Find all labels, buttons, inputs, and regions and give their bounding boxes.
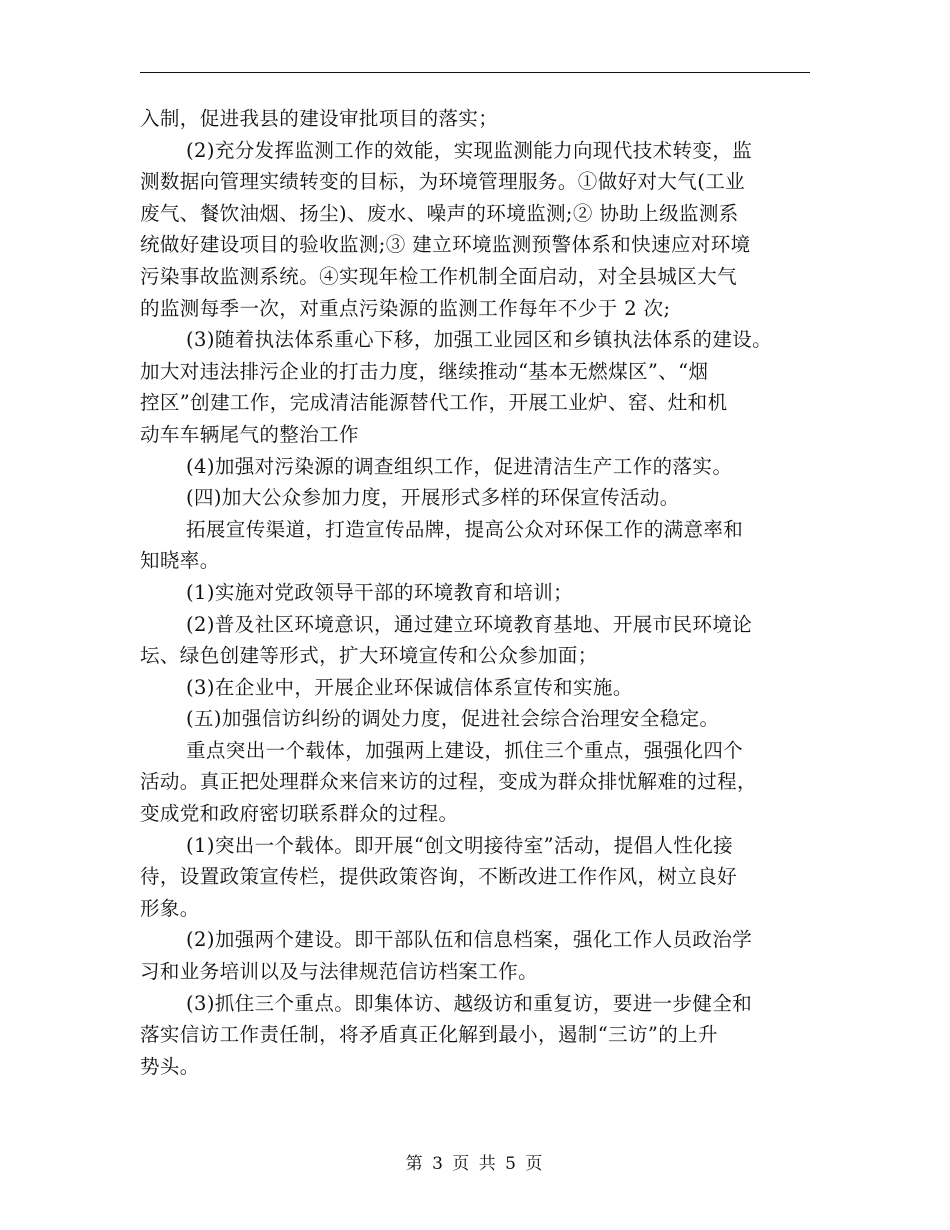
text-line: 的监测每季一次，对重点污染源的监测工作每年不少于 2 次; bbox=[140, 296, 671, 320]
text-line: 形象。 bbox=[140, 896, 200, 920]
text-line: 知晓率。 bbox=[140, 549, 220, 573]
text-line: 控区”创建工作，完成清洁能源替代工作，开展工业炉、窑、灶和机 bbox=[140, 391, 728, 415]
text-line: 落实信访工作责任制，将矛盾真正化解到最小，遏制“三访”的上升 bbox=[140, 1023, 718, 1047]
text-line: (1)实施对党政领导干部的环境教育和培训； bbox=[186, 580, 574, 604]
text-line: (2)充分发挥监测工作的效能，实现监测能力向现代技术转变，监 bbox=[186, 138, 753, 162]
text-line: (3)随着执法体系重心下移，加强工业园区和乡镇执法体系的建设。 bbox=[186, 328, 773, 352]
document-body bbox=[140, 103, 810, 1082]
text-line: (四)加大公众参加力度，开展形式多样的环保宣传活动。 bbox=[186, 486, 680, 510]
text-line: 加大对违法排污企业的打击力度，继续推动“基本无燃煤区”、“烟 bbox=[140, 359, 709, 383]
text-line: (4)加强对污染源的调查组织工作，促进清洁生产工作的落实。 bbox=[186, 454, 733, 478]
text-line: 待，设置政策宣传栏，提供政策咨询，不断改进工作作风，树立良好 bbox=[140, 865, 738, 889]
text-line: 入制，促进我县的建设审批项目的落实； bbox=[140, 107, 499, 130]
text-line: 污染事故监测系统。④实现年检工作机制全面启动，对全县城区大气 bbox=[140, 264, 738, 288]
text-line: 统做好建设项目的验收监测;③ 建立环境监测预警体系和快速应对环境 bbox=[140, 233, 751, 257]
text-line: 变成党和政府密切联系群众的过程。 bbox=[140, 802, 459, 826]
text-line: 坛、绿色创建等形式，扩大环境宣传和公众参加面； bbox=[140, 644, 598, 668]
text-line: 重点突出一个载体，加强两上建设，抓住三个重点，强强化四个 bbox=[186, 738, 744, 762]
text-line: (2)加强两个建设。即干部队伍和信息档案，强化工作人员政治学 bbox=[186, 928, 753, 952]
text-line: 活动。真正把处理群众来信来访的过程，变成为群众排忧解难的过程， bbox=[140, 770, 757, 794]
text-line: 拓展宣传渠道，打造宣传品牌，提高公众对环保工作的满意率和 bbox=[186, 517, 744, 541]
header-rule bbox=[140, 72, 810, 73]
text-line: 势头。 bbox=[140, 1054, 200, 1078]
text-line: 习和业务培训以及与法律规范信访档案工作。 bbox=[140, 960, 539, 984]
page-footer: 第 3 页 共 5 页 bbox=[405, 1154, 545, 1174]
text-line: (2)普及社区环境意识，通过建立环境教育基地、开展市民环境论 bbox=[186, 612, 753, 636]
text-line: 废气、餐饮油烟、扬尘)、废水、噪声的环境监测;② 协助上级监测系 bbox=[140, 201, 739, 225]
text-line: (3)在企业中，开展企业环保诚信体系宣传和实施。 bbox=[186, 675, 633, 699]
text-line: 动车车辆尾气的整治工作 bbox=[140, 422, 359, 446]
text-line: (3)抓住三个重点。即集体访、越级访和重复访，要进一步健全和 bbox=[186, 991, 753, 1015]
text-line: (1)突出一个载体。即开展“创文明接待室”活动，提倡人性化接 bbox=[186, 833, 734, 857]
text-line: 测数据向管理实绩转变的目标，为环境管理服务。①做好对大气(工业 bbox=[140, 170, 746, 194]
text-line: (五)加强信访纠纷的调处力度，促进社会综合治理安全稳定。 bbox=[186, 707, 720, 731]
